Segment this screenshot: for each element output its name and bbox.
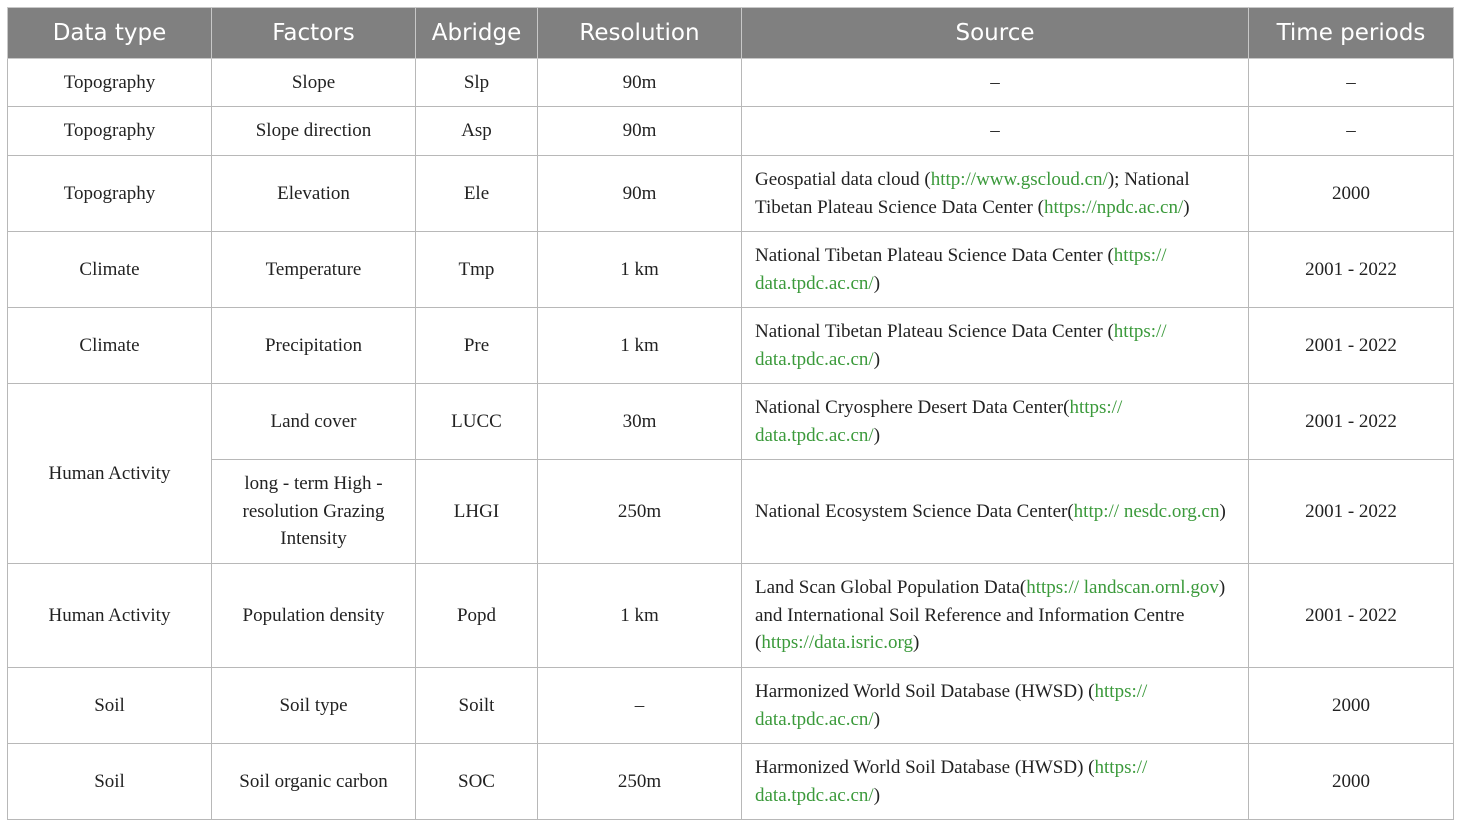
header-time-periods: Time periods [1249, 8, 1454, 59]
source-text: National Cryosphere Desert Data Center( [755, 397, 1070, 418]
table-row [8, 107, 1454, 156]
source-text: Geospatial data cloud ( [755, 169, 931, 190]
source-link[interactable]: https:// data.tpdc.ac.cn/ [755, 245, 1167, 294]
cell-time-period: 2000 [1249, 156, 1454, 232]
table-row [8, 460, 1454, 564]
cell-source [742, 564, 1249, 668]
cell-time-period: 2001 - 2022 [1249, 384, 1454, 460]
cell-abridge: Pre [416, 308, 538, 384]
data-sources-table [7, 7, 1454, 820]
cell-abridge: Slp [416, 59, 538, 107]
source-text: ) [873, 708, 881, 730]
header-row [8, 8, 1454, 59]
cell-data-type: Soil [8, 744, 212, 820]
cell-source: – [742, 59, 1249, 107]
table-row [8, 232, 1454, 308]
cell-resolution: 90m [538, 107, 742, 156]
source-text: ) [873, 784, 881, 806]
cell-factor: Precipitation [212, 308, 416, 384]
source-link[interactable]: https:// data.tpdc.ac.cn/ [755, 321, 1167, 370]
cell-data-type: Climate [8, 232, 212, 308]
source-text: ) [873, 272, 881, 294]
source-link[interactable]: https:// data.tpdc.ac.cn/ [755, 681, 1148, 730]
cell-time-period: 2001 - 2022 [1249, 308, 1454, 384]
cell-resolution: 1 km [538, 232, 742, 308]
cell-resolution: 30m [538, 384, 742, 460]
cell-abridge: LUCC [416, 384, 538, 460]
cell-data-type: Human Activity [8, 564, 212, 668]
source-link[interactable]: https:// data.tpdc.ac.cn/ [755, 397, 1123, 446]
cell-time-period: 2001 - 2022 [1249, 232, 1454, 308]
header-resolution: Resolution [538, 8, 742, 59]
table-row [8, 668, 1454, 744]
source-text: Land Scan Global Population Data( [755, 577, 1027, 599]
cell-time-period: – [1249, 59, 1454, 107]
source-text: ) [873, 424, 881, 446]
cell-source [742, 744, 1249, 820]
source-link[interactable]: https:// data.tpdc.ac.cn/ [755, 757, 1148, 806]
source-text: ) [873, 348, 881, 370]
cell-time-period: 2000 [1249, 668, 1454, 744]
source-text: ); National Tibetan Plateau Science Data Center ( [755, 169, 1190, 218]
cell-resolution: – [538, 668, 742, 744]
source-link[interactable]: https://data.isric.org [761, 632, 913, 654]
cell-source [742, 668, 1249, 744]
cell-resolution: 250m [538, 460, 742, 564]
source-text: ) [1183, 196, 1190, 218]
cell-data-type: Soil [8, 668, 212, 744]
cell-data-type: Human Activity [8, 384, 212, 564]
cell-source [742, 460, 1249, 564]
cell-abridge: Asp [416, 107, 538, 156]
cell-factor: Population density [212, 564, 416, 668]
cell-source [742, 384, 1249, 460]
cell-factor: Soil type [212, 668, 416, 744]
cell-factor: Land cover [212, 384, 416, 460]
cell-time-period: – [1249, 107, 1454, 156]
header-abridge: Abridge [416, 8, 538, 59]
cell-source [742, 308, 1249, 384]
cell-abridge: Tmp [416, 232, 538, 308]
header-data-type: Data type [8, 8, 212, 59]
cell-factor: Soil organic carbon [212, 744, 416, 820]
table-row [8, 744, 1454, 820]
source-text: ) [912, 632, 920, 654]
cell-factor: long - term High - resolution Grazing Intensity [212, 460, 416, 564]
cell-data-type: Topography [8, 156, 212, 232]
cell-factor: Slope [212, 59, 416, 107]
cell-resolution: 90m [538, 59, 742, 107]
cell-time-period: 2001 - 2022 [1249, 564, 1454, 668]
table-row [8, 564, 1454, 668]
cell-abridge: Ele [416, 156, 538, 232]
source-text: Harmonized World Soil Database (HWSD) ( [755, 681, 1095, 702]
cell-abridge: LHGI [416, 460, 538, 564]
cell-data-type: Topography [8, 107, 212, 156]
cell-factor: Slope direction [212, 107, 416, 156]
table-row [8, 156, 1454, 232]
cell-abridge: SOC [416, 744, 538, 820]
table-row [8, 384, 1454, 460]
cell-data-type: Climate [8, 308, 212, 384]
source-text: National Tibetan Plateau Science Data Center ( [755, 245, 1114, 266]
source-text: National Ecosystem Science Data Center( [755, 500, 1074, 522]
cell-resolution: 1 km [538, 308, 742, 384]
source-link[interactable]: http:// nesdc.org.cn [1073, 500, 1220, 522]
source-text: ) and International Soil Reference and Information Centre ( [755, 577, 1226, 654]
cell-source [742, 156, 1249, 232]
cell-resolution: 250m [538, 744, 742, 820]
source-text: ) [1219, 500, 1226, 522]
cell-data-type: Topography [8, 59, 212, 107]
source-text: National Tibetan Plateau Science Data Center ( [755, 321, 1114, 342]
source-text: Harmonized World Soil Database (HWSD) ( [755, 757, 1095, 778]
cell-abridge: Soilt [416, 668, 538, 744]
table-row [8, 59, 1454, 107]
source-link[interactable]: http://www.gscloud.cn/ [930, 169, 1108, 190]
cell-resolution: 90m [538, 156, 742, 232]
source-link[interactable]: https:// landscan.ornl.gov [1026, 577, 1219, 599]
source-link[interactable]: https://npdc.ac.cn/ [1043, 196, 1184, 218]
header-source: Source [742, 8, 1249, 59]
table-row [8, 308, 1454, 384]
cell-resolution: 1 km [538, 564, 742, 668]
cell-time-period: 2000 [1249, 744, 1454, 820]
header-factors: Factors [212, 8, 416, 59]
cell-source: – [742, 107, 1249, 156]
cell-factor: Temperature [212, 232, 416, 308]
cell-time-period: 2001 - 2022 [1249, 460, 1454, 564]
cell-source [742, 232, 1249, 308]
cell-abridge: Popd [416, 564, 538, 668]
cell-factor: Elevation [212, 156, 416, 232]
